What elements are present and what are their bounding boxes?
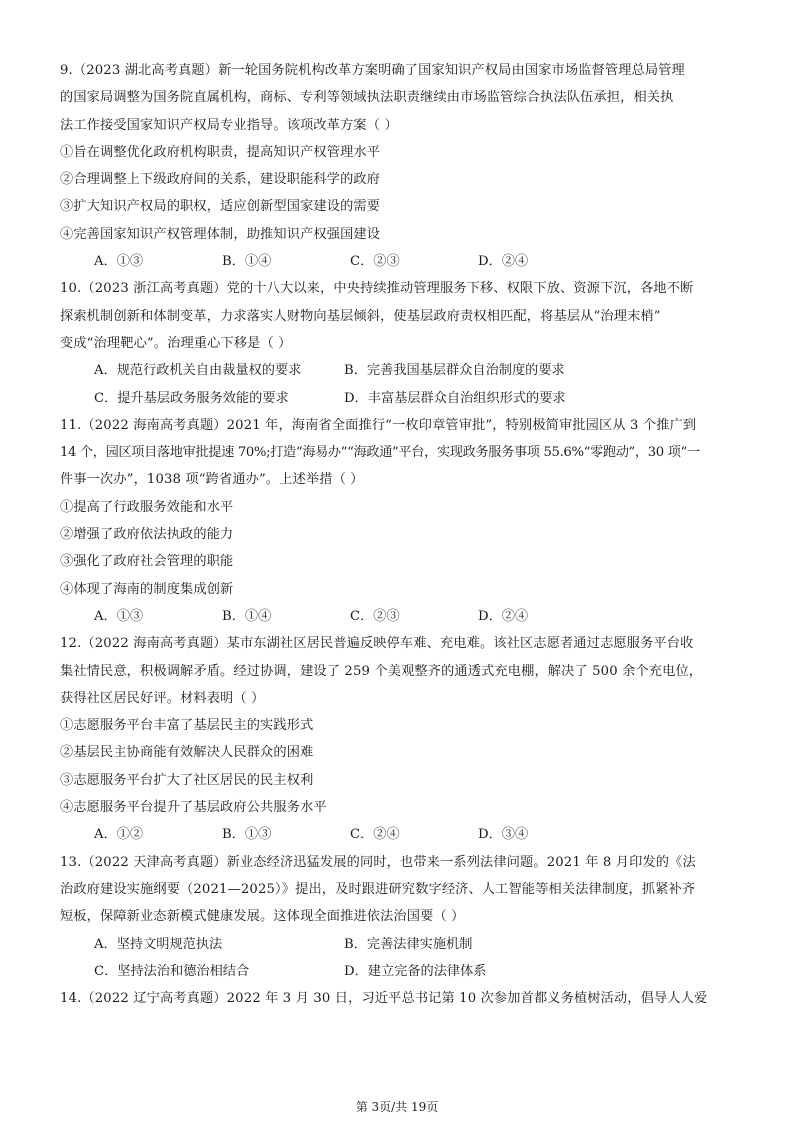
question-text-line: 治政府建设实施纲要（2021—2025）》提出，及时跟进研究数字经济、人工智能等相关法律制度，抓紧补齐 — [60, 881, 696, 897]
question-text-line: 集社情民意，积极调解矛盾。经过协调，建设了 259 个美观整齐的通透式充电棚，解决了 500 余个充电位， — [60, 663, 703, 679]
question-text-line: 变成“治理靶心”。治理重心下移是（ ） — [60, 335, 292, 351]
option-a: A．规范行政机关自由裁量权的要求 — [94, 363, 302, 379]
statement-1: ①旨在调整优化政府机构职责，提高知识产权管理水平 — [60, 144, 381, 160]
question-text-line: 的国家局调整为国务院直属机构，商标、专利等领域执法职责继续由市场监管综合执法队伍承担，相关执 — [60, 90, 674, 106]
option-b: B．①④ — [222, 608, 272, 624]
option-c: C．②④ — [350, 827, 400, 843]
option-d: D．③④ — [478, 827, 529, 843]
statement-1: ①提高了行政服务效能和水平 — [60, 499, 234, 515]
question-text-line: 件事一次办”，1038 项“跨省通办”。上述举措（ ） — [60, 472, 364, 488]
options-row — [60, 385, 740, 412]
statement-4: ④完善国家知识产权管理体制，助推知识产权强国建设 — [60, 226, 381, 242]
statement-3: ③强化了政府社会管理的职能 — [60, 554, 234, 570]
option-a: A．坚持文明规范执法 — [94, 936, 223, 952]
question-text-line: 14 个，园区项目落地审批提速 70%;打造“海易办”“海政通”平台，实现政务服务事项 55.6%“零跑动”，30 项“一 — [60, 445, 700, 461]
question-text-line: 探索机制创新和体制变革，力求落实人财物向基层倾斜，使基层政府责权相匹配，将基层从“治理末梢” — [60, 308, 661, 324]
question-9 — [60, 57, 740, 275]
option-d: D．丰富基层群众自治组织形式的要求 — [344, 390, 566, 406]
option-d: D．②④ — [478, 608, 529, 624]
options-row — [60, 931, 740, 958]
option-c: C．坚持法治和德治相结合 — [94, 963, 250, 979]
page-footer: 第 3页/共 19页 — [355, 1100, 439, 1114]
question-text-line: 获得社区居民好评。材料表明（ ） — [60, 690, 265, 706]
question-text-line: 短板，保障新业态新模式健康发展。这体现全面推进依法治国要（ ） — [60, 909, 465, 925]
option-b: B．①④ — [222, 254, 272, 270]
question-13 — [60, 849, 740, 985]
question-text-line: 法工作接受国家知识产权局专业指导。该项改革方案（ ） — [60, 117, 398, 133]
options-row — [60, 248, 740, 275]
statement-4: ④体现了海南的制度集成创新 — [60, 581, 234, 597]
statement-3: ③志愿服务平台扩大了社区居民的民主权利 — [60, 772, 314, 788]
statement-4: ④志愿服务平台提升了基层政府公共服务水平 — [60, 800, 327, 816]
option-a: A．①③ — [94, 254, 144, 270]
option-c: C．②③ — [350, 254, 400, 270]
option-a: A．①② — [94, 827, 144, 843]
options-row — [60, 357, 740, 384]
statement-1: ①志愿服务平台丰富了基层民主的实践形式 — [60, 718, 314, 734]
option-d: D．②④ — [478, 254, 529, 270]
question-text-line: 9.（2023 湖北高考真题）新一轮国务院机构改革方案明确了国家知识产权局由国家市场监督管理总局管理 — [60, 63, 685, 78]
option-c: C．提升基层政务服务效能的要求 — [94, 390, 289, 406]
option-a: A．①③ — [94, 608, 144, 624]
question-text-line: 12.（2022 海南高考真题）某市东湖社区居民普遍反映停车难、充电难。该社区志愿者通过志愿服务平台收 — [60, 636, 694, 652]
option-c: C．②③ — [350, 608, 400, 624]
options-row — [60, 958, 740, 985]
question-text-line: 14.（2022 辽宁高考真题）2022 年 3 月 30 日，习近平总书记第 10 次参加首都义务植树活动，倡导人人爱 — [60, 991, 708, 1007]
question-14 — [60, 985, 740, 1012]
question-text-line: 10.（2023 浙江高考真题）党的十八大以来，中央持续推动管理服务下移、权限下放、资源下沉，各地不断 — [60, 281, 694, 297]
option-b: B．完善法律实施机制 — [344, 936, 473, 952]
statement-2: ②基层民主协商能有效解决人民群众的困难 — [60, 745, 314, 761]
option-d: D．建立完备的法律体系 — [344, 963, 487, 979]
question-12 — [60, 630, 740, 848]
option-b: B．①③ — [222, 827, 272, 843]
question-text-line: 11.（2022 海南高考真题）2021 年，海南省全面推行“一枚印章管审批”，特别极简审批园区从 3 个推广到 — [60, 417, 697, 433]
statement-3: ③扩大知识产权局的职权，适应创新型国家建设的需要 — [60, 199, 381, 215]
statement-2: ②增强了政府依法执政的能力 — [60, 527, 234, 543]
options-row — [60, 603, 740, 630]
statement-2: ②合理调整上下级政府间的关系，建设职能科学的政府 — [60, 172, 381, 188]
question-10 — [60, 275, 740, 411]
question-11 — [60, 412, 740, 630]
question-list — [60, 57, 740, 1012]
question-text-line: 13.（2022 天津高考真题）新业态经济迅猛发展的同时，也带来一系列法律问题。2021 年 8 月印发的《法 — [60, 854, 696, 870]
options-row — [60, 821, 740, 848]
option-b: B．完善我国基层群众自治制度的要求 — [344, 363, 565, 379]
